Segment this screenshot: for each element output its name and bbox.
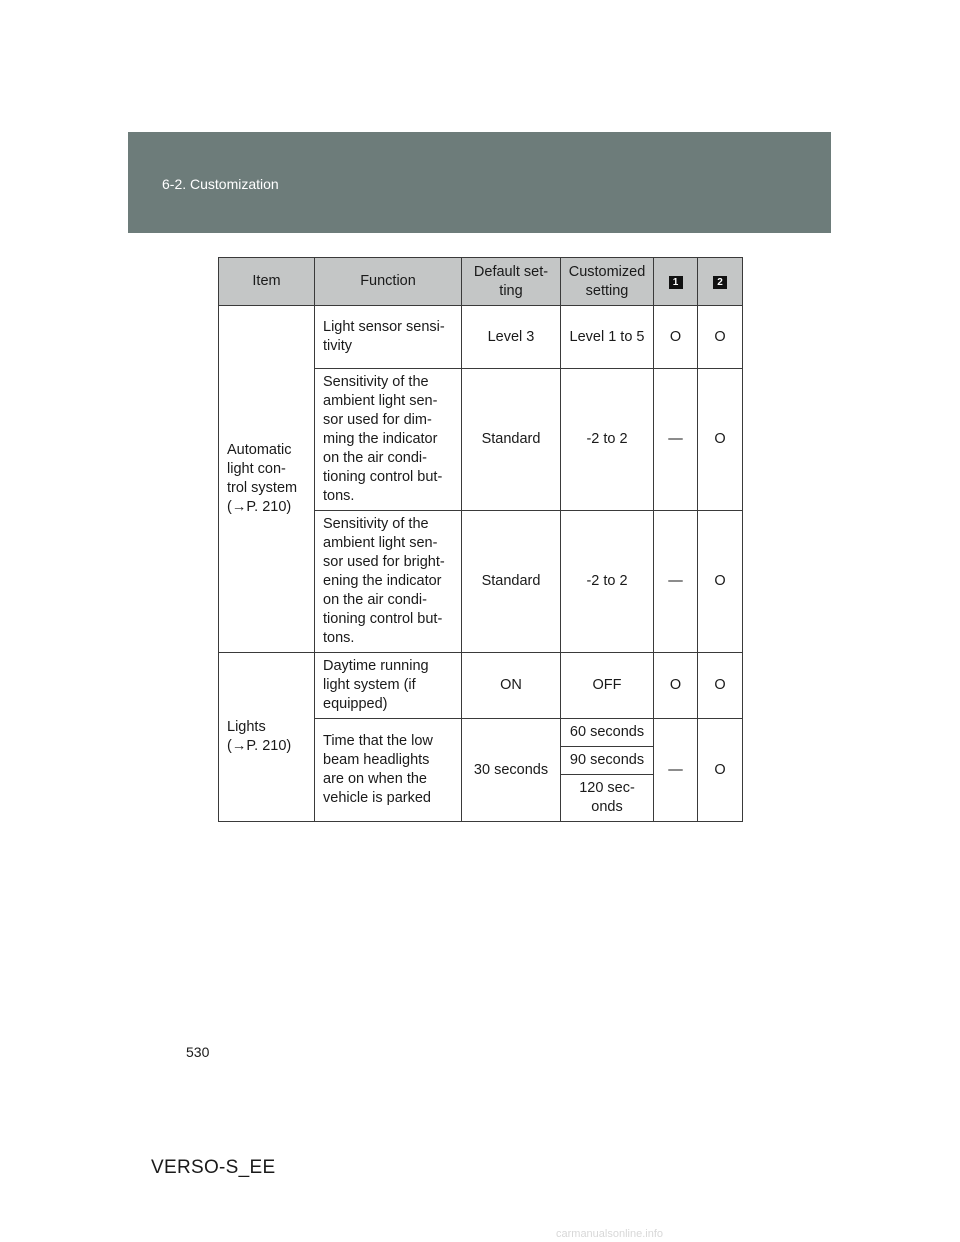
section-header-band <box>128 132 831 233</box>
col-model-1 <box>654 258 698 306</box>
custom-cell: Level 1 to 5 <box>561 306 654 369</box>
model-2-cell: O <box>698 719 743 822</box>
custom-option-cell: 90 seconds <box>561 747 654 775</box>
model-2-cell: O <box>698 511 743 653</box>
item-cell: Lights (→P. 210) <box>219 653 315 822</box>
custom-option-cell: 60 seconds <box>561 719 654 747</box>
model-1-cell: — <box>654 719 698 822</box>
col-customized-setting: Customized setting <box>561 258 654 306</box>
default-cell: 30 seconds <box>462 719 561 822</box>
model-1-cell: O <box>654 306 698 369</box>
function-cell: Time that the low beam headlights are on when the vehicle is parked <box>315 719 462 822</box>
custom-cell: OFF <box>561 653 654 719</box>
table-header-row <box>219 258 743 306</box>
model-code: VERSO-S_EE <box>151 1157 276 1178</box>
default-cell: Standard <box>462 369 561 511</box>
function-cell: Sensitivity of the ambient light sen- sor used for dim- ming the indicator on the air condi- tioning control but- tons. <box>315 369 462 511</box>
model-2-cell: O <box>698 653 743 719</box>
custom-cell: -2 to 2 <box>561 511 654 653</box>
model-1-icon: 1 <box>669 276 683 289</box>
table-row <box>219 653 743 719</box>
default-cell: ON <box>462 653 561 719</box>
model-2-cell: O <box>698 369 743 511</box>
custom-cell: -2 to 2 <box>561 369 654 511</box>
model-1-cell: — <box>654 369 698 511</box>
item-cell: Automatic light con- trol system (→P. 210) <box>219 306 315 653</box>
col-default-setting: Default set- ting <box>462 258 561 306</box>
model-2-cell: O <box>698 306 743 369</box>
page-number: 530 <box>186 1044 210 1060</box>
function-cell: Sensitivity of the ambient light sen- sor used for bright- ening the indicator on the air condi- tioning control but- tons. <box>315 511 462 653</box>
table-row <box>219 306 743 369</box>
custom-option-cell: 120 sec- onds <box>561 775 654 822</box>
section-title: 6-2. Customization <box>162 176 279 192</box>
default-cell: Standard <box>462 511 561 653</box>
customization-table <box>218 257 743 822</box>
col-function: Function <box>315 258 462 306</box>
function-cell: Light sensor sensi- tivity <box>315 306 462 369</box>
model-1-cell: O <box>654 653 698 719</box>
model-1-cell: — <box>654 511 698 653</box>
col-item: Item <box>219 258 315 306</box>
model-2-icon: 2 <box>713 276 727 289</box>
col-model-2 <box>698 258 743 306</box>
default-cell: Level 3 <box>462 306 561 369</box>
watermark-text: carmanualsonline.info <box>556 1228 664 1240</box>
function-cell: Daytime running light system (if equipped) <box>315 653 462 719</box>
